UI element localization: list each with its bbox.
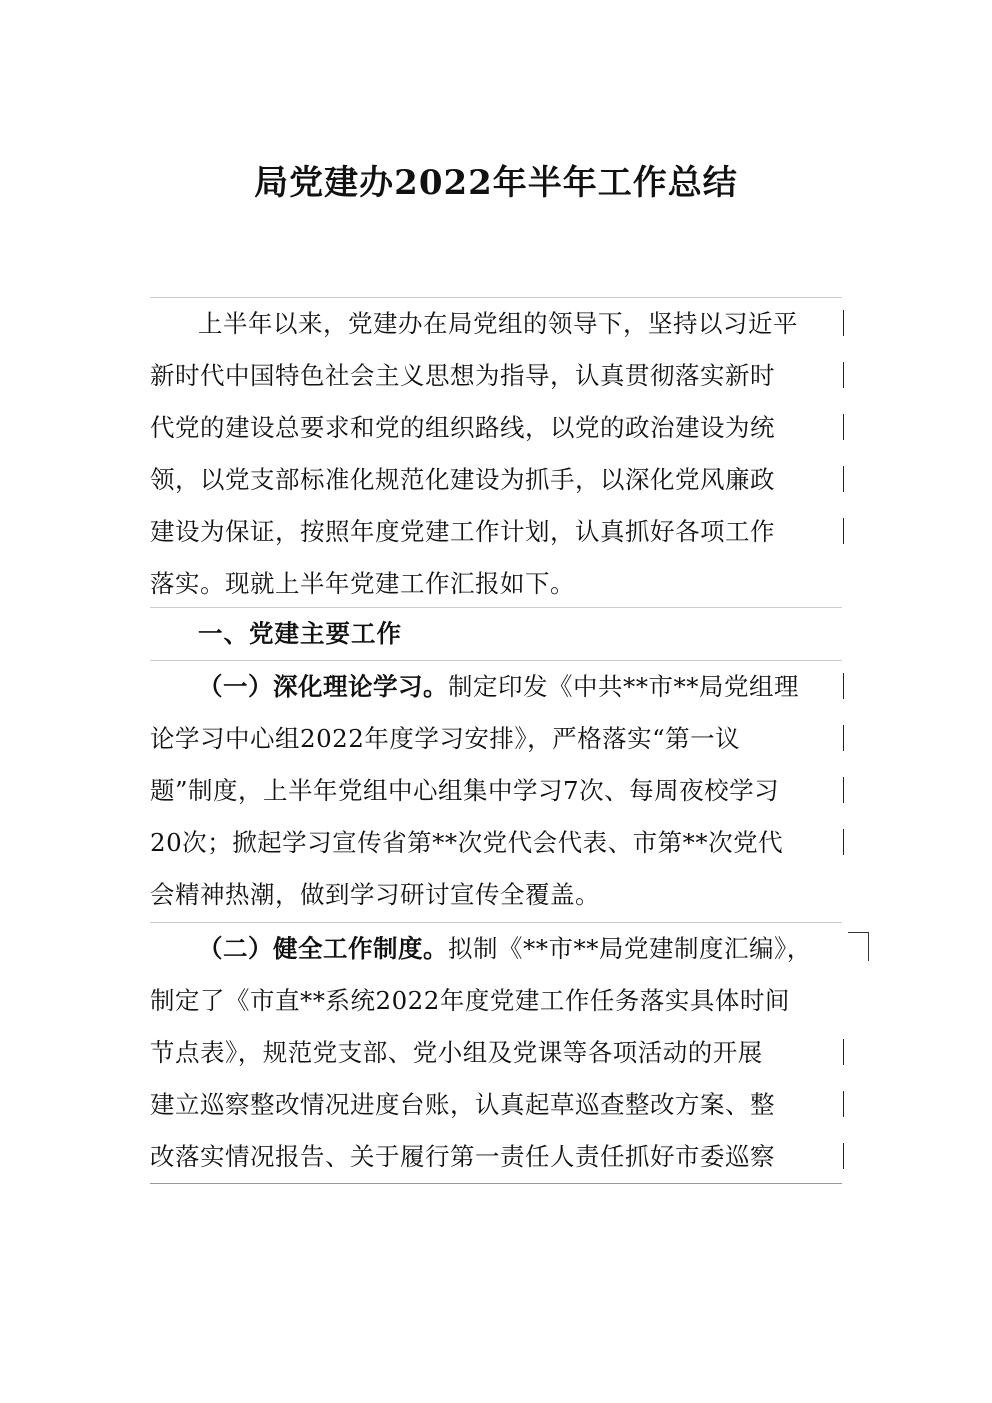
paragraph-line: 代党的建设总要求和党的组织路线，以党的政治建设为统 bbox=[150, 402, 842, 454]
section-heading: 一、党建主要工作 bbox=[150, 607, 842, 659]
paragraph-line: 20次；掀起学习宣传省第**次党代会代表、市第**次党代 bbox=[150, 817, 842, 869]
paragraph-line: 制定了《市直**系统2022年度党建工作任务落实具体时间 bbox=[150, 986, 790, 1015]
paragraph-line: 建立巡察整改情况进度台账，认真起草巡查整改方案、整 bbox=[150, 1079, 842, 1131]
page-title: 局党建办2022年半年工作总结 bbox=[254, 163, 738, 203]
paragraph-line: 落实。现就上半年党建工作汇报如下。 bbox=[150, 569, 575, 598]
paragraph-line: 题”制度，上半年党组中心组集中学习7次、每周夜校学习 bbox=[150, 765, 842, 817]
item1-paragraph bbox=[150, 660, 842, 921]
margin-corner-mark bbox=[848, 932, 869, 961]
intro-paragraph bbox=[150, 297, 842, 610]
paragraph-line: 改落实情况报告、关于履行第一责任人责任抓好市委巡察 bbox=[150, 1131, 842, 1183]
item2-text: 拟制《**市**局党建制度汇编》， bbox=[448, 934, 812, 963]
item2-paragraph bbox=[150, 922, 842, 1184]
paragraph-line: 节点表》，规范党支部、党小组及党课等各项活动的开展 bbox=[150, 1027, 842, 1079]
paragraph-line: 会精神热潮，做到学习研讨宣传全覆盖。 bbox=[150, 880, 600, 909]
paragraph-line bbox=[150, 923, 842, 975]
paragraph-line: 领，以党支部标准化规范化建设为抓手，以深化党风廉政 bbox=[150, 454, 842, 506]
paragraph-line bbox=[150, 661, 842, 713]
item1-label: （一）深化理论学习。 bbox=[198, 672, 448, 701]
paragraph-line: 上半年以来，党建办在局党组的领导下，坚持以习近平 bbox=[150, 298, 842, 350]
paragraph-line: 论学习中心组2022年度学习安排》，严格落实“第一议 bbox=[150, 713, 842, 765]
paragraph-line: 建设为保证，按照年度党建工作计划，认真抓好各项工作 bbox=[150, 506, 842, 558]
item1-text: 制定印发《中共**市**局党组理 bbox=[448, 672, 799, 701]
paragraph-line: 新时代中国特色社会主义思想为指导，认真贯彻落实新时 bbox=[150, 350, 842, 402]
item2-label: （二）健全工作制度。 bbox=[198, 934, 448, 963]
